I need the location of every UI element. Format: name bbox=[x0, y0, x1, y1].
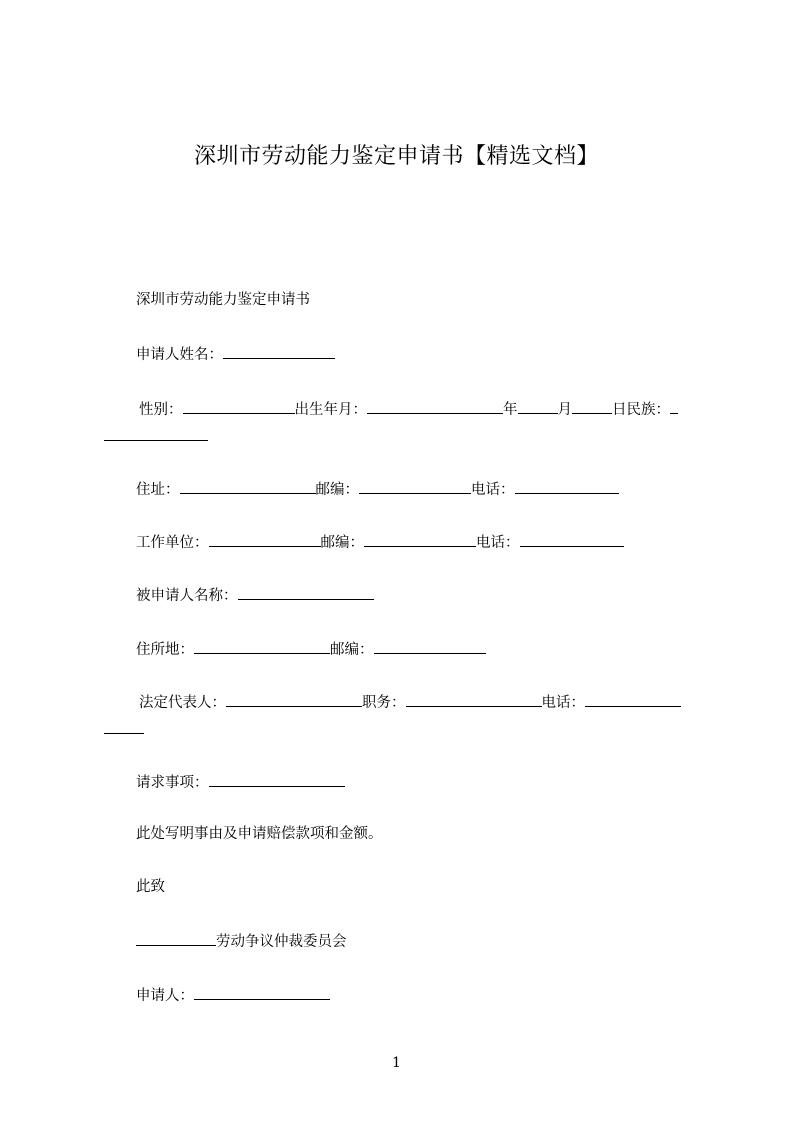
committee-row bbox=[136, 930, 347, 952]
postcode-label: 邮编： bbox=[315, 482, 359, 498]
salutation-row bbox=[136, 877, 165, 897]
birth-day-blank[interactable] bbox=[572, 398, 612, 414]
domicile-row bbox=[136, 638, 486, 660]
birth-label: 出生年月： bbox=[294, 402, 367, 418]
document-heading bbox=[136, 290, 310, 310]
ethnic-blank-continuation bbox=[104, 425, 208, 447]
request-blank[interactable] bbox=[209, 771, 345, 787]
address-phone-blank[interactable] bbox=[515, 478, 619, 494]
domicile-postcode-label: 邮编： bbox=[330, 642, 374, 658]
domicile-label: 住所地： bbox=[136, 642, 194, 658]
applicant-name-row bbox=[136, 343, 335, 365]
birth-year-blank[interactable] bbox=[367, 398, 503, 414]
birth-month-blank[interactable] bbox=[518, 398, 558, 414]
workplace-phone-label: 电话： bbox=[476, 535, 520, 551]
address-postcode-blank[interactable] bbox=[359, 478, 471, 494]
legal-rep-row bbox=[139, 691, 681, 713]
gender-birth-row bbox=[139, 398, 678, 420]
request-row bbox=[136, 771, 345, 793]
legal-rep-label: 法定代表人： bbox=[139, 695, 226, 711]
address-label: 住址： bbox=[136, 482, 180, 498]
workplace-blank[interactable] bbox=[209, 531, 321, 547]
ethnic-blank[interactable] bbox=[104, 425, 208, 441]
legal-rep-blank[interactable] bbox=[226, 691, 362, 707]
ethnic-blank-start[interactable] bbox=[670, 398, 678, 414]
month-label: 月 bbox=[557, 402, 572, 418]
day-ethnic-label: 日民族： bbox=[612, 402, 670, 418]
position-label: 职务： bbox=[362, 695, 406, 711]
workplace-row bbox=[136, 531, 624, 553]
committee-blank[interactable] bbox=[136, 930, 216, 946]
respondent-row bbox=[136, 584, 374, 606]
legal-rep-phone-continuation bbox=[104, 718, 144, 740]
committee-label: 劳动争议仲裁委员会 bbox=[216, 934, 347, 950]
document-title: 深圳市劳动能力鉴定申请书【精选文档】 bbox=[193, 144, 599, 169]
respondent-label: 被申请人名称： bbox=[136, 588, 238, 604]
phone-label: 电话： bbox=[471, 482, 515, 498]
legal-rep-phone-blank-cont[interactable] bbox=[104, 718, 144, 734]
year-label: 年 bbox=[503, 402, 518, 418]
heading-text: 深圳市劳动能力鉴定申请书 bbox=[136, 292, 310, 308]
request-note-row bbox=[136, 824, 383, 844]
address-row bbox=[136, 478, 619, 500]
domicile-blank[interactable] bbox=[194, 638, 330, 654]
workplace-postcode-label: 邮编： bbox=[320, 535, 364, 551]
address-blank[interactable] bbox=[180, 478, 316, 494]
request-note: 此处写明事由及申请赔偿款项和金额。 bbox=[136, 826, 383, 842]
workplace-phone-blank[interactable] bbox=[520, 531, 624, 547]
legal-rep-phone-label: 电话： bbox=[541, 695, 585, 711]
gender-blank[interactable] bbox=[183, 398, 295, 414]
respondent-blank[interactable] bbox=[238, 584, 374, 600]
salutation: 此致 bbox=[136, 879, 165, 895]
applicant-name-blank[interactable] bbox=[223, 343, 335, 359]
applicant-label: 申请人： bbox=[136, 988, 194, 1004]
legal-rep-phone-blank[interactable] bbox=[585, 691, 681, 707]
request-label: 请求事项： bbox=[136, 775, 209, 791]
workplace-postcode-blank[interactable] bbox=[364, 531, 476, 547]
position-blank[interactable] bbox=[406, 691, 542, 707]
gender-label: 性别： bbox=[139, 402, 183, 418]
page-number: 1 bbox=[392, 1055, 401, 1071]
applicant-signature-row bbox=[136, 984, 330, 1006]
applicant-name-label: 申请人姓名： bbox=[136, 347, 223, 363]
workplace-label: 工作单位： bbox=[136, 535, 209, 551]
domicile-postcode-blank[interactable] bbox=[374, 638, 486, 654]
applicant-signature-blank[interactable] bbox=[194, 984, 330, 1000]
